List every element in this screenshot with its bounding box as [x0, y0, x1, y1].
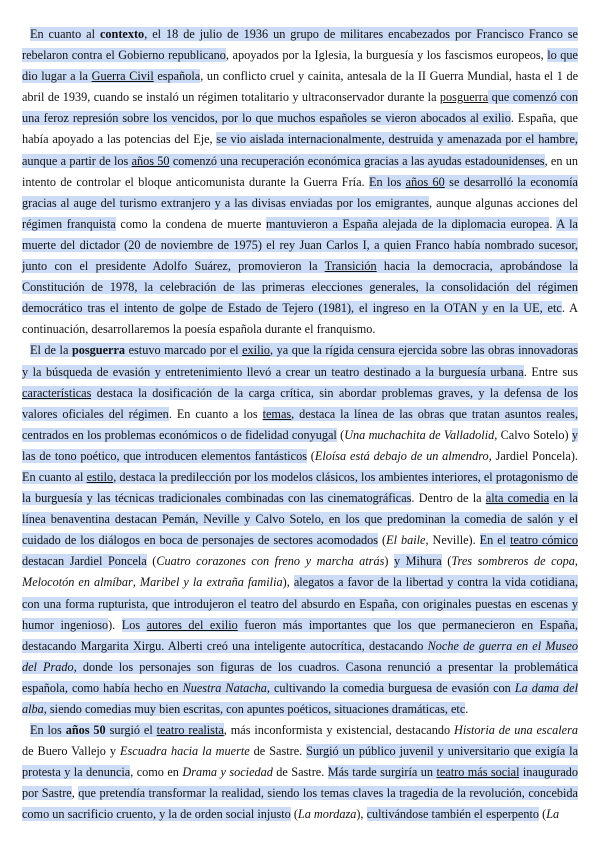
- highlighted-text: En los: [368, 174, 406, 189]
- text-run: ,: [132, 575, 140, 590]
- underlined-term: temas: [262, 406, 292, 421]
- highlighted-text: estuvo marcado por el: [125, 343, 243, 358]
- highlighted-text: fueron más importantes que los que permanecieron en España, destacando Margarita Xirgu. Alberti creó una inteligente autocrítica, destacando: [22, 617, 578, 653]
- highlighted-text: y Mihura: [393, 554, 442, 569]
- highlighted-text: En el: [479, 533, 511, 548]
- highlighted-text: en la línea benaventina destacan Pemán, Neville y Calvo Sotelo, en los que predominan la comedia de salón y el cuidado de los diálogos en boca de personajes de sectores acomodados: [22, 491, 578, 548]
- text-run: como la condena de muerte: [115, 216, 266, 231]
- work-title: Escuadra hacia la muerte: [120, 744, 250, 759]
- highlighted-text: hacia la democracia, aprobándose la Constitución de 1978, la celebración de las primeras elecciones generales, la consolidación del régimen democrático tras el intento de golpe de Estado de Tejero (1981), el ingreso en la OTAN y en la UE, etc: [22, 259, 578, 316]
- highlighted-text: , destaca la predilección por los modelos clásicos, los ambientes interiores, el protagonismo de la burguesía y las técnicas tradicionales combinadas con las cinematográficas: [22, 469, 578, 506]
- underlined-term: teatro cómico: [510, 533, 578, 548]
- text-run: ,: [71, 786, 79, 801]
- text-run: , un conflicto cruel y cainita, antesala de la II Guerra Mundial, hasta el 1 de abril de 1939, cuando se instaló un régimen totalitario y ultraconservador durante la: [22, 69, 579, 105]
- highlighted-text: cultivándose también el esperpento: [366, 807, 540, 822]
- highlighted-text: que pretendía transformar la realidad, siendo los temas claves la tragedia de la revolución, concebida como un sacrificio cruento, y la de orden social injusto: [22, 786, 578, 822]
- text-run: de Buero Vallejo y: [22, 744, 121, 759]
- highlighted-text: alegatos a favor de la libertad y contra la vida cotidiana, con una forma rupturista, que introdujeron el teatro del absurdo en España, con originales puestas en escenas y humor ingenioso: [22, 575, 579, 632]
- highlighted-text: destaca la dosificación de la carga crítica, sin abordar problemas graves, y la defensa de los valores oficiales del régimen: [22, 385, 578, 421]
- underlined-term: estilo: [86, 469, 114, 484]
- highlighted-text: En cuanto al: [30, 27, 100, 41]
- work-title: Nuestra Natacha: [182, 680, 267, 695]
- highlighted-text: mantuvieron a España alejada de la diplomacia europea: [265, 216, 550, 231]
- highlighted-text: destacan Jardiel Poncela: [22, 554, 147, 569]
- bold-term: posguerra: [71, 343, 126, 358]
- text-run: (: [539, 807, 547, 822]
- text-run: de Sastre.: [249, 744, 307, 759]
- text-run: , Jardiel Poncela).: [488, 448, 578, 463]
- text-run: (: [336, 427, 345, 442]
- paragraph-context: [22, 24, 578, 340]
- text-run: . En cuanto a los: [168, 406, 263, 421]
- text-run: ),: [282, 575, 294, 590]
- bold-term: años 50: [65, 723, 106, 738]
- highlighted-text: En los: [30, 723, 66, 738]
- underlined-term: exilio: [242, 343, 271, 358]
- highlighted-text: y las de tono poético, que introducen elementos fantásticos: [22, 427, 578, 463]
- text-run: , en un intento de controlar el bloque anticomunista durante la Guerra Fría.: [22, 153, 578, 189]
- bold-term: contexto: [99, 27, 145, 41]
- text-run: (: [146, 554, 157, 569]
- highlighted-text: se vio aislada internacionalmente, destruida y amenazada por el hambre, aunque a partir de los: [22, 132, 578, 168]
- underlined-term: años 60: [405, 174, 445, 189]
- work-title: La mordaza: [297, 807, 357, 822]
- text-run: . España, que había apoyado a las potencias del Eje,: [22, 111, 578, 147]
- highlighted-text: A la muerte del dictador (20 de noviembre de 1975) el rey Juan Carlos I, a quien Franco había nombrado sucesor, junto con el presidente Adolfo Suárez, promovieron la: [22, 216, 578, 274]
- highlighted-text: se desarrolló la economía gracias al auge del turismo extranjero y a las divisas enviadas por los emigrantes: [22, 174, 578, 210]
- highlighted-text: surgió el: [105, 723, 157, 738]
- text-run: , más inconformista y existencial, destacando: [223, 723, 455, 738]
- text-run: ,: [574, 554, 578, 569]
- highlighted-text: española: [153, 69, 201, 84]
- paragraph-posguerra: [22, 340, 578, 720]
- highlighted-text: El de la: [30, 343, 72, 358]
- text-run: , Neville).: [425, 533, 480, 548]
- highlighted-text: , donde los personajes son figuras de los cuadros. Casona renunció a presentar la problemática española, como había hecho en: [22, 659, 579, 695]
- highlighted-text: Más tarde surgiría un: [327, 765, 437, 780]
- text-run: (: [441, 554, 452, 569]
- work-title: Historia de una escalera: [454, 723, 578, 738]
- highlighted-text: Los: [121, 617, 147, 632]
- highlighted-text: Surgió un público juvenil y universitario que exigía la protesta y la denuncia: [22, 744, 579, 780]
- highlighted-text: inaugurado por Sastre: [22, 765, 579, 801]
- work-title: Drama y sociedad: [182, 765, 273, 780]
- underlined-term: autores del exilio: [146, 617, 238, 632]
- text-run: (: [378, 533, 387, 548]
- underlined-term: posguerra: [439, 90, 489, 105]
- highlighted-text: que comenzó con una feroz represión sobre los vencidos, por lo que muchos españoles se vieron abocados al exilio: [22, 90, 578, 126]
- text-run: (: [306, 448, 315, 463]
- highlighted-text: , destaca la línea de las obras que tratan asuntos reales, centrados en los problemas económicos o de fidelidad conyugal: [22, 406, 579, 442]
- work-title: La: [546, 807, 560, 822]
- work-title: Una muchachita de Valladolid: [344, 427, 495, 442]
- highlighted-text: comenzó una recuperación económica gracias a las ayudas estadounidenses: [169, 153, 545, 168]
- text-run: , aunque algunas acciones del: [429, 195, 578, 210]
- underlined-term: características: [22, 385, 92, 400]
- text-run: . Entre sus: [523, 364, 579, 379]
- work-title: Cuatro corazones con freno y marcha atrás: [156, 554, 385, 569]
- paragraph-anos-50: [22, 720, 578, 825]
- text-run: . Dentro de la: [411, 491, 486, 506]
- text-run: ),: [356, 807, 367, 822]
- highlighted-text: , siendo comedias muy bien escritas, con apuntes poéticos, situaciones dramáticas, etc: [43, 702, 466, 716]
- highlighted-text: lo que dio lugar a la: [22, 48, 578, 84]
- text-run: , apoyados por la Iglesia, la burguesía y los fascismos europeos,: [225, 48, 548, 63]
- underlined-term: Transición: [324, 259, 377, 274]
- text-run: .: [465, 702, 469, 716]
- underlined-term: Guerra Civil: [91, 69, 154, 84]
- text-run: , Calvo Sotelo): [494, 427, 572, 442]
- work-title: Noche de guerra en el Museo del Prado: [22, 638, 579, 674]
- underlined-term: alta comedia: [485, 491, 550, 506]
- highlighted-text: , ya que la rígida censura ejercida sobre las obras innovadoras y la búsqueda de evasión y entretenimiento llevó a crear un teatro destinado a la burguesía urbana: [22, 343, 578, 379]
- text-run: , como en: [130, 765, 183, 780]
- highlighted-text: , cultivando la comedia burguesa de evasión con: [266, 680, 515, 695]
- highlighted-text: En cuanto al: [22, 469, 87, 484]
- work-title: Eloísa está debajo de un almendro: [314, 448, 489, 463]
- underlined-term: teatro realista: [156, 723, 224, 738]
- work-title: El baile: [386, 533, 426, 548]
- work-title: Maribel y la extraña familia: [139, 575, 283, 590]
- underlined-term: teatro más social: [436, 765, 520, 780]
- text-run: ): [384, 554, 394, 569]
- work-title: Tres sombreros de copa: [451, 554, 575, 569]
- text-run: ).: [108, 617, 122, 632]
- underlined-term: años 50: [131, 153, 170, 168]
- text-run: (: [290, 807, 298, 822]
- highlighted-text: régimen franquista: [22, 216, 116, 231]
- work-title: Melocotón en almíbar: [22, 575, 133, 590]
- work-title: La dama del alba: [22, 680, 579, 716]
- text-run: .: [549, 216, 557, 231]
- text-run: . A continuación, desarrollaremos la poesía española durante el franquismo.: [22, 301, 578, 337]
- highlighted-text: , el 18 de julio de 1936 un grupo de militares encabezados por Francisco Franco se rebelaron contra el Gobierno republicano: [22, 27, 578, 63]
- text-run: de Sastre.: [272, 765, 328, 780]
